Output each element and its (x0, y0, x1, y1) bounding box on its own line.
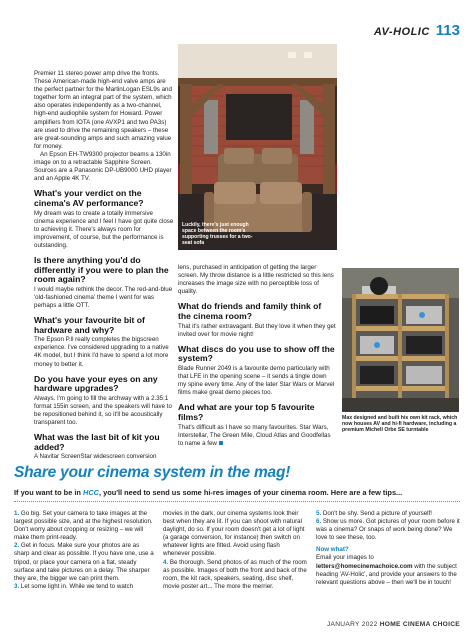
intro-text-b: , you'll need to send us some hi-res images of your cinema room. Here are a few tips... (99, 488, 403, 497)
question-heading: What discs do you use to show off the system? (178, 343, 335, 364)
intro-hcc: HCC (82, 488, 99, 497)
divider (14, 501, 460, 502)
share-box-title: Share your cinema system in the mag! (14, 464, 291, 481)
email-link[interactable]: letters@homecinemachoice.com (316, 562, 413, 570)
tips-column-3 (316, 510, 462, 587)
tip-item (14, 510, 156, 542)
answer-text: A Navitar ScreenStar widescreen conversion (34, 453, 157, 461)
page-footer (327, 621, 460, 628)
kit-rack-photo (342, 268, 459, 412)
tip-number: 6. (316, 518, 322, 526)
tip-item (316, 510, 462, 518)
question-heading: What do friends and family think of the cinema room? (178, 301, 322, 321)
cinema-room-photo (178, 44, 337, 250)
tip-text: movies in the dark, our cinema systems look their best when they are lit. If you can shoot with natural daylight, do so. If your room doesn't get a lot of light (a garage conversion, for instance) then switch on whatever lights are fitted. Avoid using flash whenever possible. (163, 510, 305, 558)
tip-number: 3. (14, 582, 20, 590)
email-pre: Email your images to (316, 554, 374, 562)
answer-text: Blade Runner 2049 is a favourite demo particularly with that LFE in the opening scene – it sends a tingle down my spine every time. Any of the later Star Wars or Marvel films make great demo pieces too. (178, 364, 335, 397)
kit-rack-caption: Max designed and built his own kit rack, which now houses AV and hi-fi hardware, including a premium Michell Orbe SE turntable (342, 415, 458, 434)
page-number: 113 (435, 22, 460, 39)
tips-column-2 (163, 510, 307, 591)
end-mark-icon (219, 441, 223, 445)
answer-text: Always. I'm going to fill the archway with a 2.35:1 format 155in screen, and the speakers will have to be repositioned behind it, so it'll be acoustically transparent too. (34, 394, 172, 427)
tip-item (316, 518, 462, 542)
tip-item (14, 542, 156, 582)
tip-item (14, 583, 156, 591)
article-column-1 (34, 70, 174, 461)
now-what-heading: Now what? (316, 546, 349, 554)
article-column-2 (178, 264, 336, 448)
answer-text: My dream was to create a totally immersive cinema experience and I feel I have got quite close to achieving it. There's always room for improvement, of course, but the performance is outstanding. (34, 209, 174, 249)
section-name: AV-HOLIC (373, 26, 430, 38)
page-header (374, 22, 460, 39)
email-instructions (316, 554, 462, 586)
tip-text: Let some light in. While we tend to watch (19, 582, 134, 590)
question-heading: Is there anything you'd do differently if you were to plan the room again? (34, 254, 169, 285)
answer-text: lens, purchased in anticipation of getting the larger screen. My throw distance is a little restricted so this lens increases the image size with no perceptible loss of quality. (178, 264, 334, 296)
tip-number: 2. (14, 542, 20, 550)
footer-magazine: HOME CINEMA CHOICE (379, 621, 460, 628)
question-heading: What was the last bit of kit you added? (34, 432, 160, 452)
answer-text: I would maybe rethink the decor. The red-and-blue 'old-fashioned cinema' theme I went for was perhaps a little OTT. (34, 285, 173, 309)
body-paragraph: Premier 11 stereo power amp drive the fronts. These American-made high-end valve amps are the perfect partner for the MartinLogan ESL9s and together form an integral part of the system, which also operates independently as a two-channel, high-end audiophile system for Howard. Power amplifiers from IOTA (one AVXP1 and two PA3s) are used to drive the remaining speakers – these are great-sounding amps and such amazing value for money. (34, 70, 172, 150)
question-heading: What's your favourite bit of hardware and why? (34, 315, 145, 335)
answer-text: That it's rather extravagant. But they love it when they get invited over for movie night! (178, 322, 336, 338)
tips-column-1 (14, 510, 156, 591)
tip-number: 1. (14, 510, 20, 517)
body-paragraph: An Epson EH-TW9300 projector beams a 130in image on to a retractable Sapphire Screen. Sources are a Panasonic DP-UB9000 UHD player and an Apple 4K TV. (34, 150, 172, 183)
question-heading: What's your verdict on the cinema's AV performance? (34, 188, 144, 208)
email-post: with the subject heading 'AV-Holic', and provide your answers to the relevant questions above – then we'll be in touch! (316, 562, 457, 586)
favourite-films: That's difficult as I have so many favourites. Star Wars, Interstellar, The Green Mile, Cloud Atlas and Goodfellas to name a few (178, 423, 331, 447)
tip-number: 4. (163, 558, 169, 566)
intro-text-a: If you want to be in (14, 488, 83, 497)
answer-text: The Epson P.ll really completes the bigscreen experience. I've considered upgrading to a native 4K model, but I think I'd have to spend a lot more money to better it. (34, 336, 169, 368)
tip-text: Get in focus. Make sure your photos are as sharp and clear as possible. If you have one, use a tripod, or place your camera on a flat, steady surface and take pictures on a delay. The sharper they are, the bigger we can print them. (14, 542, 154, 582)
tip-text: Be thorough. Send photos of as much of the room as possible. Images of both the front and back of the room, the kit rack, speakers, seating, disc shelf, movie poster art... The more the merrier. (163, 558, 307, 590)
tip-number: 5. (316, 510, 322, 517)
tip-text: Go big. Set your camera to take images at the largest possible size, and at the highest resolution. Don't worry about cropping or resizing – we will make them print-ready. (14, 510, 153, 542)
question-heading: And what are your top 5 favourite films? (178, 402, 315, 422)
question-heading: Do you have your eyes on any hardware upgrades? (34, 373, 158, 394)
tip-text: Show us more. Got pictures of your room before it was a cinema? Or snaps of work being done? We love to see these, too. (316, 518, 460, 542)
footer-date: JANUARY 2022 (326, 621, 378, 628)
share-box-intro (14, 488, 464, 497)
cinema-room-caption: Luckily, there's just enough space between the room's supporting trusses for a two-seat sofa (182, 222, 253, 246)
tip-item (163, 559, 307, 591)
answer-text (178, 424, 336, 448)
tip-text: Don't be shy. Send a picture of yourself! (321, 510, 432, 517)
